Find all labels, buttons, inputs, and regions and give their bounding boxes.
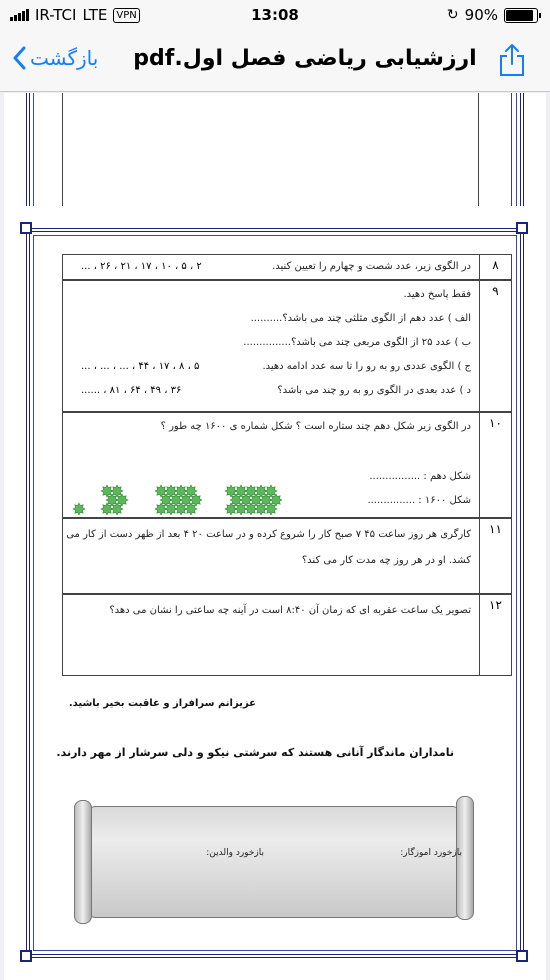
question-12 — [62, 594, 512, 676]
feedback-scroll — [74, 796, 474, 928]
question-number: ۱۰ — [479, 413, 511, 517]
question-part-a: الف ) عدد دهم از الگوی مثلثی چند می باشد؟.......... — [250, 313, 471, 324]
question-11 — [62, 518, 512, 594]
question-line-1: کارگری هر روز ساعت ۴۵ ۷ صبح کار را شروع کرده و در ساعت ۲۰ ۴ بعد از ظهر دست از کار می — [66, 529, 471, 540]
question-number: ۱۱ — [479, 519, 511, 593]
battery-fill — [506, 10, 533, 21]
back-label: بازگشت — [30, 46, 99, 70]
vpn-badge: VPN — [113, 8, 139, 23]
star-pattern-figure — [71, 475, 291, 515]
clock: 13:08 — [251, 6, 299, 24]
closing-wish: عزیزانم سرافراز و عاقبت بخیر باشید. — [68, 698, 256, 709]
border-corner — [516, 950, 528, 962]
answer-line-2: شکل ۱۶۰۰ : ............... — [367, 495, 471, 506]
chevron-left-icon — [12, 46, 26, 70]
question-number: ۹ — [479, 281, 511, 411]
question-line-2: کشد. او در هر روز چه مدت کار می کند؟ — [301, 555, 471, 566]
question-text: تصویر یک ساعت عقربه ای که زمان آن ۸:۴۰ است در آینه چه ساعتی را نشان می دهد؟ — [109, 605, 471, 616]
scroll-body — [86, 806, 462, 918]
star-shape — [265, 485, 277, 497]
question-8 — [62, 254, 512, 280]
number-sequence: ... ، ۲۶ ، ۲۱ ، ۱۷ ، ۱۰ ، ۵ ، ۲ — [81, 261, 202, 272]
pdf-page-2 — [4, 206, 546, 980]
star-shape — [185, 485, 197, 497]
scroll-roll-right — [456, 796, 474, 920]
table-fragment — [62, 93, 512, 223]
document-title: ارزشیابی ریاضی فصل اول.pdf — [133, 46, 477, 71]
question-part-b: ب ) عدد ۲۵ از الگوی مربعی چند می باشد؟............... — [243, 337, 471, 348]
question-number: ۱۲ — [479, 595, 511, 675]
star-shape — [73, 503, 85, 515]
question-text: در الگوی زیر شکل دهم چند ستاره است ؟ شکل شماره ی ۱۶۰۰ چه طور ؟ — [160, 421, 471, 432]
question-intro: فقط پاسخ دهید. — [403, 289, 471, 300]
status-bar — [0, 0, 550, 30]
back-button[interactable] — [12, 46, 98, 70]
battery-icon — [504, 8, 538, 23]
question-part-c: ج ) الگوی عددی رو به رو را تا سه عدد ادامه دهید. — [262, 361, 471, 372]
carrier-label: IR-TCI — [35, 6, 77, 24]
border-corner — [516, 222, 528, 234]
pdf-viewer[interactable] — [0, 93, 550, 980]
star-shape — [111, 485, 123, 497]
border-corner — [20, 950, 32, 962]
question-9 — [62, 280, 512, 412]
border-corner — [20, 222, 32, 234]
closing-motto: نامداران ماندگار آنانی هستند که سرشتی نیکو و دلی سرشار از مهر دارند. — [56, 746, 454, 759]
status-right — [447, 6, 538, 24]
navigation-bar — [0, 30, 550, 92]
share-icon[interactable] — [498, 42, 526, 78]
sequence-d: ...... ، ۸۱ ، ۶۴ ، ۴۹ ، ۳۶ — [81, 385, 182, 396]
network-label: LTE — [82, 6, 108, 24]
answer-line-1: شکل دهم : ................ — [369, 471, 471, 482]
question-text: در الگوی زیر، عدد شصت و چهارم را تعیین کنید. — [272, 261, 471, 272]
question-10 — [62, 412, 512, 518]
sequence-c: ... ، ... ، ... ، ۴۴ ، ۱۷ ، ۸ ، ۵ — [81, 361, 200, 372]
battery-percent: 90% — [464, 6, 498, 24]
question-part-d: د ) عدد بعدی در الگوی رو به رو چند می باشد؟ — [277, 385, 471, 396]
parent-feedback-label: بازخورد والدین: — [206, 848, 264, 858]
rotation-lock-icon: ↻ — [446, 7, 459, 23]
scroll-roll-left — [74, 800, 92, 924]
teacher-feedback-label: بازخورد اموزگار: — [400, 848, 462, 858]
question-number: ۸ — [479, 255, 511, 279]
